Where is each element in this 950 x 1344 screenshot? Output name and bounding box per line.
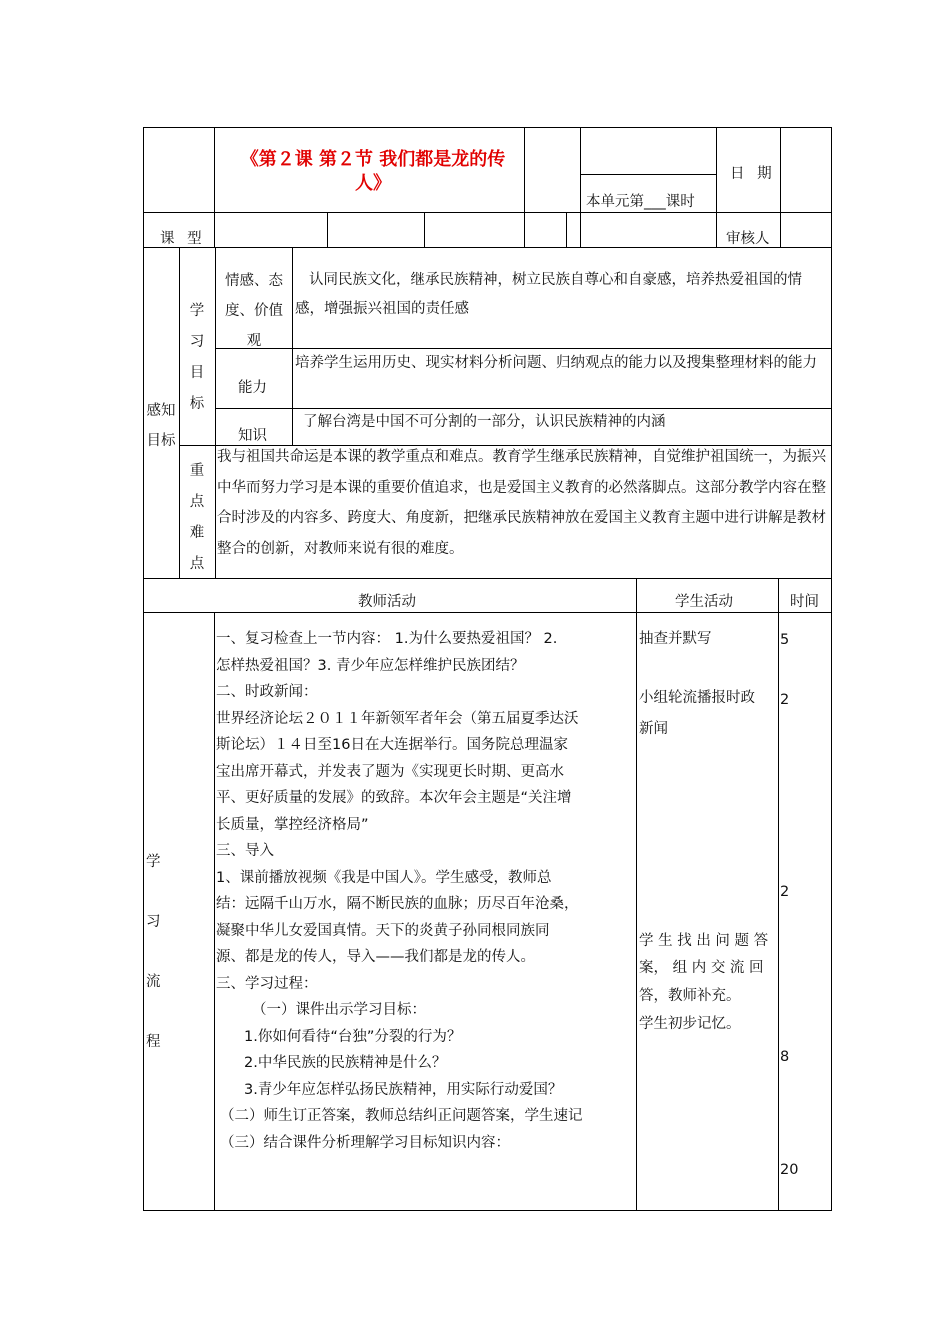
teacher-line: 长质量，掌控经济格局”	[216, 816, 369, 833]
teacher-line: 一、复习检查上一节内容： 1.为什么要热爱祖国？ 2.	[216, 631, 558, 647]
col-line-f	[580, 127, 581, 248]
teacher-line: 1、课前播放视频《我是中国人》。学生感受，教师总	[216, 869, 552, 886]
teacher-line: 怎样热爱祖国？3. 青少年应怎样维护民族团结？	[216, 657, 525, 674]
teacher-line: 三、学习过程：	[216, 975, 318, 992]
teacher-line: （三）结合课件分析理解学习目标知识内容：	[220, 1134, 510, 1151]
learning-goal-label: 学习目标	[189, 303, 205, 412]
col-line-h	[780, 127, 781, 248]
col-line-b	[327, 212, 328, 248]
perception-goal-label: 感知目标	[146, 403, 176, 449]
teacher-line: 源、都是龙的传人，导入——我们都是龙的传人。	[216, 949, 535, 965]
flow-col-line-2	[636, 578, 637, 1211]
table-border-top	[143, 127, 832, 128]
teacher-line: 三、导入	[216, 843, 274, 859]
teacher-activity-content	[216, 626, 634, 1156]
student-item: 小组轮流播报时政	[639, 690, 755, 706]
knowledge-text: 了解台湾是中国不可分割的一部分，认识民族精神的内涵	[303, 414, 666, 430]
time-value: 2	[780, 884, 790, 900]
student-item: 案， 组 内 交 流 回	[639, 960, 764, 976]
teacher-line: 2.中华民族的民族精神是什么？	[244, 1055, 447, 1071]
teacher-line: 二、时政新闻：	[216, 684, 318, 700]
key-points-label: 重点难点	[189, 463, 205, 572]
learning-flow-label: 学习流程	[146, 854, 161, 1050]
unit-period-label: 本单元第___课时	[586, 194, 695, 210]
student-item: 新闻	[639, 721, 668, 737]
student-item: 答，教师补充。	[639, 988, 741, 1004]
goals-col-line-2	[215, 247, 216, 579]
col-line-g	[716, 127, 717, 248]
emotion-text: 认同民族文化，继承民族精神，树立民族自尊心和自豪感，培养热爱祖国的情感，增强振兴祖国的责任感	[295, 272, 802, 317]
student-activity-header: 学生活动	[675, 594, 733, 610]
time-value: 2	[780, 692, 790, 708]
col-line-c	[424, 212, 425, 248]
table-border-bottom	[143, 1210, 832, 1211]
time-value: 20	[780, 1162, 799, 1178]
teacher-line: （二）师生订正答案，教师总结纠正问题答案，学生速记	[220, 1108, 583, 1124]
teacher-line: 平、更好质量的发展》的致辞。本次年会主题是“关注增	[216, 790, 572, 806]
col-line-d	[524, 127, 525, 248]
ability-bottom-line	[215, 408, 832, 409]
table-border-left	[143, 127, 144, 1211]
ability-label: 能力	[238, 380, 267, 396]
emotion-label: 情感、态度、价值观	[225, 273, 283, 349]
time-value: 8	[780, 1049, 790, 1065]
teacher-line: （一）课件出示学习目标：	[252, 1002, 426, 1018]
row-line-4	[143, 612, 832, 613]
student-item: 抽查并默写	[639, 631, 712, 647]
time-header: 时间	[790, 594, 819, 610]
teacher-line: 斯论坛）１４日至16日在大连据举行。国务院总理温家	[216, 737, 568, 753]
ability-text: 培养学生运用历史、现实材料分析问题、归纳观点的能力以及搜集整理材料的能力	[295, 355, 817, 371]
col-line-e	[566, 212, 567, 248]
row-line-3	[143, 578, 832, 579]
goals-col-line-1	[179, 247, 180, 579]
goals-col-line-3	[292, 247, 293, 446]
teacher-line: 宝出席开幕式，并发表了题为《实现更长时期、更高水	[216, 763, 564, 780]
unit-inner-line	[581, 174, 716, 175]
teacher-line: 3.青少年应怎样弘扬民族精神，用实际行动爱国？	[244, 1081, 563, 1098]
row-line-1	[143, 212, 832, 213]
flow-col-line-1	[214, 612, 215, 1211]
teacher-activity-header: 教师活动	[358, 594, 416, 610]
teacher-line: 1.你如何看待“台独”分裂的行为？	[244, 1028, 462, 1045]
knowledge-label: 知识	[238, 428, 267, 444]
student-item: 学生初步记忆。	[639, 1016, 741, 1032]
lesson-title: 《第２课 第２节 我们都是龙的传人》	[240, 149, 506, 194]
col-line-a	[214, 127, 215, 248]
flow-col-line-3	[778, 578, 779, 1211]
teacher-line: 结：远隔千山万水，隔不断民族的血脉；历尽百年沧桑，	[216, 896, 579, 912]
table-border-right	[831, 127, 832, 1211]
date-label: 日 期	[730, 166, 776, 182]
key-points-text: 我与祖国共命运是本课的教学重点和难点。教育学生继承民族精神，自觉维护祖国统一，为振兴中华而努力学习是本课的重要价值追求，也是爱国主义教育的必然落脚点。这部分教学内容在整合时涉及的内容多、跨度大、角度新，把继承民族精神放在爱国主义教育主题中进行讲解是教材整合的创新，对教师来说有很的难度。	[217, 449, 826, 557]
time-value: 5	[780, 632, 790, 648]
student-item: 学 生 找 出 问 题 答	[639, 933, 769, 949]
teacher-line: 凝聚中华儿女爱国真情。天下的炎黄子孙同根同族同	[216, 922, 550, 939]
course-type-label: 课 型	[160, 231, 206, 247]
reviewer-label: 审核人	[726, 231, 770, 247]
teacher-line: 世界经济论坛２０１１年新领军者年会（第五届夏季达沃	[216, 710, 579, 727]
